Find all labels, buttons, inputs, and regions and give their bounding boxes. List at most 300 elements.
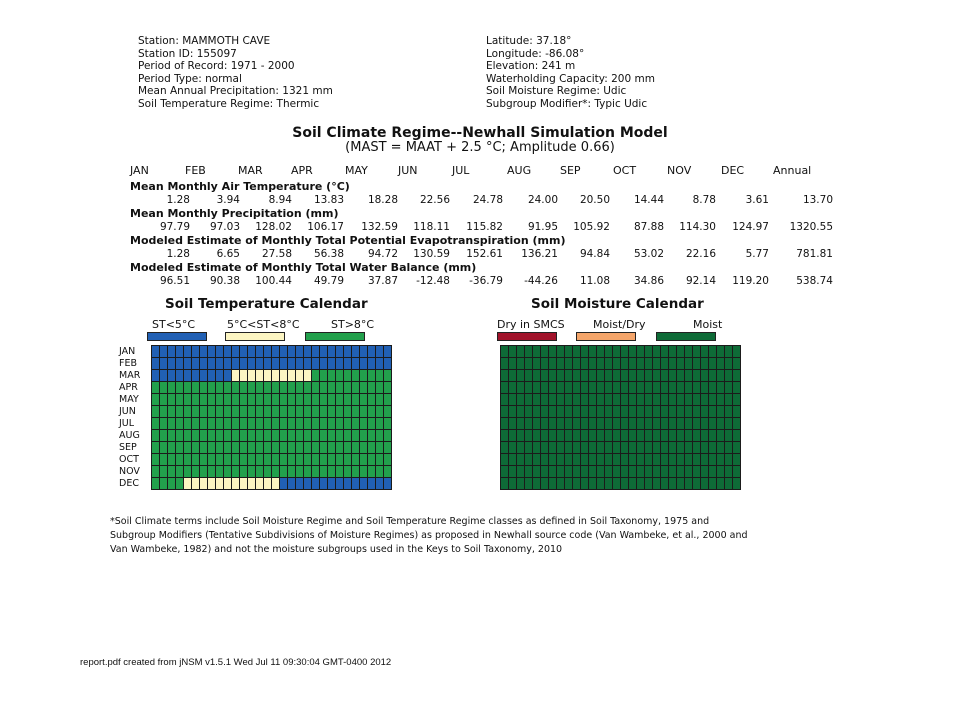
calendar-cell — [525, 406, 532, 417]
value-cell: 92.14 — [685, 275, 716, 287]
calendar-cell — [621, 382, 628, 393]
calendar-cell — [232, 442, 239, 453]
calendar-cell — [168, 430, 175, 441]
calendar-cell — [240, 442, 247, 453]
calendar-cell — [272, 406, 279, 417]
calendar-cell — [296, 418, 303, 429]
calendar-month-label: JUL — [119, 418, 135, 429]
calendar-cell — [328, 478, 335, 489]
calendar-cell — [168, 466, 175, 477]
calendar-cell — [248, 442, 255, 453]
calendar-month-label: JAN — [119, 346, 136, 357]
calendar-cell — [312, 382, 319, 393]
calendar-cell — [621, 394, 628, 405]
calendar-cell — [565, 346, 572, 357]
calendar-cell — [501, 346, 508, 357]
calendar-cell — [605, 346, 612, 357]
calendar-cell — [384, 418, 391, 429]
calendar-cell — [685, 382, 692, 393]
calendar-cell — [733, 478, 740, 489]
calendar-cell — [573, 442, 580, 453]
calendar-cell — [368, 346, 375, 357]
calendar-cell — [344, 478, 351, 489]
calendar-cell — [280, 382, 287, 393]
calendar-cell — [304, 394, 311, 405]
value-cell: 1320.55 — [789, 221, 833, 233]
calendar-cell — [565, 466, 572, 477]
calendar-cell — [549, 466, 556, 477]
calendar-cell — [312, 358, 319, 369]
calendar-cell — [208, 394, 215, 405]
calendar-cell — [336, 466, 343, 477]
calendar-cell — [216, 406, 223, 417]
calendar-cell — [597, 418, 604, 429]
section-values-row — [0, 275, 960, 289]
calendar-cell — [152, 478, 159, 489]
calendar-cell — [613, 382, 620, 393]
calendar-cell — [256, 370, 263, 381]
calendar-cell — [717, 454, 724, 465]
calendar-cell — [501, 466, 508, 477]
calendar-cell — [312, 406, 319, 417]
calendar-cell — [272, 466, 279, 477]
calendar-cell — [669, 406, 676, 417]
calendar-cell — [368, 418, 375, 429]
month-header — [0, 164, 960, 178]
calendar-cell — [541, 478, 548, 489]
calendar-cell — [669, 370, 676, 381]
calendar-cell — [240, 418, 247, 429]
period-type: Period Type: normal — [138, 72, 242, 85]
month-header-aug: AUG — [507, 164, 532, 177]
calendar-cell — [557, 442, 564, 453]
calendar-cell — [288, 346, 295, 357]
calendar-cell — [549, 478, 556, 489]
calendar-cell — [637, 466, 644, 477]
calendar-cell — [272, 442, 279, 453]
calendar-cell — [693, 454, 700, 465]
calendar-month-label: APR — [119, 382, 138, 393]
calendar-cell — [661, 346, 668, 357]
calendar-cell — [240, 358, 247, 369]
calendar-cell — [216, 358, 223, 369]
calendar-cell — [216, 454, 223, 465]
calendar-cell — [557, 478, 564, 489]
waterholding-capacity: Waterholding Capacity: 200 mm — [486, 72, 655, 85]
calendar-cell — [573, 370, 580, 381]
calendar-cell — [573, 418, 580, 429]
calendar-cell — [701, 466, 708, 477]
calendar-cell — [525, 442, 532, 453]
calendar-cell — [184, 430, 191, 441]
calendar-cell — [557, 346, 564, 357]
calendar-cell — [240, 430, 247, 441]
calendar-cell — [581, 370, 588, 381]
calendar-cell — [645, 346, 652, 357]
calendar-cell — [645, 358, 652, 369]
calendar-cell — [733, 406, 740, 417]
value-cell: 152.61 — [466, 248, 503, 260]
calendar-cell — [693, 358, 700, 369]
legend-swatch — [497, 332, 557, 341]
calendar-cell — [376, 382, 383, 393]
calendar-cell — [320, 430, 327, 441]
calendar-cell — [509, 430, 516, 441]
calendar-cell — [645, 382, 652, 393]
calendar-cell — [320, 478, 327, 489]
calendar-cell — [501, 406, 508, 417]
calendar-cell — [605, 430, 612, 441]
calendar-cell — [216, 442, 223, 453]
calendar-cell — [336, 406, 343, 417]
calendar-cell — [248, 466, 255, 477]
calendar-cell — [677, 406, 684, 417]
calendar-cell — [677, 346, 684, 357]
calendar-cell — [693, 418, 700, 429]
calendar-cell — [376, 430, 383, 441]
calendar-cell — [304, 430, 311, 441]
calendar-cell — [717, 466, 724, 477]
calendar-month-label: MAR — [119, 370, 141, 381]
calendar-cell — [264, 382, 271, 393]
calendar-cell — [344, 418, 351, 429]
calendar-cell — [501, 442, 508, 453]
calendar-cell — [709, 442, 716, 453]
calendar-cell — [589, 466, 596, 477]
calendar-cell — [256, 346, 263, 357]
calendar-cell — [725, 370, 732, 381]
report-title: Soil Climate Regime--Newhall Simulation Model — [292, 125, 668, 141]
calendar-cell — [701, 478, 708, 489]
calendar-cell — [344, 466, 351, 477]
calendar-cell — [717, 430, 724, 441]
calendar-cell — [200, 346, 207, 357]
calendar-cell — [557, 418, 564, 429]
value-cell: 3.61 — [745, 194, 769, 206]
calendar-cell — [517, 382, 524, 393]
station-info-left — [138, 35, 333, 111]
calendar-cell — [176, 382, 183, 393]
calendar-cell — [352, 430, 359, 441]
calendar-cell — [296, 406, 303, 417]
calendar-cell — [216, 418, 223, 429]
section-heading: Mean Monthly Air Temperature (°C) — [130, 180, 350, 193]
calendar-cell — [589, 442, 596, 453]
calendar-cell — [200, 478, 207, 489]
calendar-cell — [304, 346, 311, 357]
calendar-cell — [621, 466, 628, 477]
calendar-cell — [717, 442, 724, 453]
calendar-cell — [240, 394, 247, 405]
calendar-cell — [288, 358, 295, 369]
month-header-sep: SEP — [560, 164, 581, 177]
calendar-cell — [232, 370, 239, 381]
calendar-cell — [304, 358, 311, 369]
calendar-cell — [501, 478, 508, 489]
calendar-cell — [192, 478, 199, 489]
calendar-cell — [701, 430, 708, 441]
calendar-cell — [501, 370, 508, 381]
calendar-cell — [264, 406, 271, 417]
calendar-cell — [328, 358, 335, 369]
calendar-cell — [693, 466, 700, 477]
calendar-cell — [637, 394, 644, 405]
legend-swatch — [656, 332, 716, 341]
calendar-cell — [533, 370, 540, 381]
calendar-cell — [573, 466, 580, 477]
station-name: Station: MAMMOTH CAVE — [138, 35, 271, 47]
calendar-cell — [653, 430, 660, 441]
calendar-cell — [661, 478, 668, 489]
calendar-cell — [152, 346, 159, 357]
calendar-cell — [685, 394, 692, 405]
calendar-cell — [597, 478, 604, 489]
calendar-month-label: DEC — [119, 478, 139, 489]
calendar-cell — [360, 442, 367, 453]
calendar-cell — [677, 358, 684, 369]
calendar-cell — [328, 454, 335, 465]
calendar-cell — [176, 346, 183, 357]
calendar-cell — [320, 454, 327, 465]
value-cell: 1.28 — [166, 248, 190, 260]
calendar-cell — [208, 418, 215, 429]
calendar-cell — [581, 478, 588, 489]
calendar-cell — [384, 454, 391, 465]
calendar-cell — [216, 478, 223, 489]
calendar-cell — [256, 466, 263, 477]
calendar-cell — [541, 382, 548, 393]
calendar-cell — [176, 478, 183, 489]
calendar-cell — [637, 478, 644, 489]
calendar-cell — [605, 382, 612, 393]
calendar-cell — [581, 382, 588, 393]
calendar-cell — [320, 418, 327, 429]
calendar-cell — [509, 370, 516, 381]
calendar-cell — [160, 478, 167, 489]
value-cell: 3.94 — [216, 194, 240, 206]
calendar-cell — [224, 454, 231, 465]
calendar-cell — [605, 406, 612, 417]
calendar-cell — [296, 454, 303, 465]
calendar-cell — [288, 430, 295, 441]
calendar-cell — [208, 382, 215, 393]
calendar-cell — [525, 454, 532, 465]
calendar-cell — [645, 442, 652, 453]
calendar-cell — [533, 382, 540, 393]
calendar-cell — [501, 358, 508, 369]
calendar-cell — [360, 478, 367, 489]
month-header-jul: JUL — [452, 164, 470, 177]
calendar-cell — [160, 466, 167, 477]
calendar-cell — [216, 382, 223, 393]
calendar-cell — [613, 406, 620, 417]
calendar-cell — [501, 418, 508, 429]
value-cell: 132.59 — [361, 221, 398, 233]
calendar-cell — [320, 442, 327, 453]
value-cell: 119.20 — [732, 275, 769, 287]
calendar-cell — [152, 454, 159, 465]
calendar-cell — [717, 478, 724, 489]
calendar-cell — [709, 346, 716, 357]
calendar-cell — [565, 478, 572, 489]
calendar-cell — [597, 442, 604, 453]
calendar-cell — [669, 478, 676, 489]
calendar-cell — [661, 466, 668, 477]
calendar-cell — [176, 370, 183, 381]
calendar-cell — [565, 454, 572, 465]
calendar-cell — [661, 430, 668, 441]
calendar-cell — [693, 442, 700, 453]
calendar-cell — [709, 478, 716, 489]
calendar-cell — [725, 442, 732, 453]
calendar-cell — [701, 382, 708, 393]
calendar-cell — [629, 382, 636, 393]
calendar-cell — [685, 442, 692, 453]
calendar-cell — [621, 346, 628, 357]
calendar-cell — [557, 454, 564, 465]
calendar-cell — [725, 418, 732, 429]
calendar-cell — [312, 478, 319, 489]
calendar-cell — [152, 394, 159, 405]
calendar-cell — [597, 370, 604, 381]
calendar-cell — [152, 430, 159, 441]
calendar-cell — [549, 442, 556, 453]
temp-calendar-title: Soil Temperature Calendar — [165, 296, 368, 312]
calendar-cell — [573, 430, 580, 441]
calendar-cell — [597, 466, 604, 477]
calendar-cell — [200, 454, 207, 465]
calendar-cell — [360, 358, 367, 369]
value-cell: 24.78 — [472, 194, 503, 206]
moisture-calendar-grid — [500, 345, 741, 490]
calendar-cell — [501, 430, 508, 441]
calendar-cell — [613, 370, 620, 381]
calendar-cell — [517, 478, 524, 489]
calendar-cell — [613, 454, 620, 465]
calendar-cell — [725, 430, 732, 441]
calendar-cell — [256, 454, 263, 465]
calendar-cell — [368, 370, 375, 381]
calendar-cell — [312, 442, 319, 453]
calendar-cell — [176, 394, 183, 405]
calendar-cell — [160, 418, 167, 429]
calendar-cell — [685, 418, 692, 429]
calendar-cell — [589, 346, 596, 357]
calendar-cell — [677, 478, 684, 489]
calendar-cell — [216, 466, 223, 477]
calendar-cell — [376, 370, 383, 381]
calendar-cell — [288, 394, 295, 405]
legend-swatch — [576, 332, 636, 341]
calendar-cell — [525, 478, 532, 489]
calendar-cell — [200, 418, 207, 429]
calendar-cell — [557, 370, 564, 381]
calendar-cell — [589, 454, 596, 465]
calendar-cell — [272, 346, 279, 357]
calendar-cell — [565, 382, 572, 393]
calendar-cell — [384, 466, 391, 477]
calendar-cell — [176, 430, 183, 441]
calendar-cell — [645, 418, 652, 429]
calendar-cell — [384, 382, 391, 393]
calendar-cell — [288, 478, 295, 489]
calendar-cell — [709, 370, 716, 381]
calendar-cell — [328, 466, 335, 477]
calendar-cell — [597, 346, 604, 357]
calendar-cell — [605, 370, 612, 381]
calendar-cell — [256, 382, 263, 393]
calendar-cell — [597, 454, 604, 465]
calendar-cell — [192, 466, 199, 477]
calendar-cell — [565, 430, 572, 441]
calendar-cell — [248, 358, 255, 369]
calendar-cell — [328, 370, 335, 381]
calendar-cell — [264, 454, 271, 465]
calendar-cell — [344, 394, 351, 405]
calendar-cell — [176, 406, 183, 417]
value-cell: 13.83 — [313, 194, 344, 206]
calendar-cell — [168, 478, 175, 489]
legend-label: ST>8°C — [331, 318, 375, 331]
calendar-cell — [693, 370, 700, 381]
calendar-cell — [605, 442, 612, 453]
calendar-cell — [248, 382, 255, 393]
calendar-cell — [717, 370, 724, 381]
calendar-cell — [272, 418, 279, 429]
calendar-cell — [581, 442, 588, 453]
calendar-cell — [685, 466, 692, 477]
calendar-cell — [549, 382, 556, 393]
calendar-cell — [240, 454, 247, 465]
value-cell: 20.50 — [579, 194, 610, 206]
value-cell: 97.79 — [159, 221, 190, 233]
calendar-cell — [533, 346, 540, 357]
calendar-cell — [693, 430, 700, 441]
calendar-cell — [733, 466, 740, 477]
calendar-cell — [232, 346, 239, 357]
section-heading: Modeled Estimate of Monthly Total Potential Evapotranspiration (mm) — [130, 234, 566, 247]
calendar-cell — [573, 478, 580, 489]
calendar-cell — [248, 430, 255, 441]
calendar-cell — [629, 418, 636, 429]
calendar-cell — [517, 418, 524, 429]
calendar-cell — [621, 430, 628, 441]
calendar-cell — [669, 358, 676, 369]
calendar-cell — [677, 370, 684, 381]
calendar-cell — [709, 430, 716, 441]
value-cell: 22.56 — [419, 194, 450, 206]
calendar-cell — [168, 454, 175, 465]
calendar-cell — [240, 382, 247, 393]
calendar-cell — [352, 370, 359, 381]
calendar-cell — [336, 382, 343, 393]
calendar-cell — [152, 442, 159, 453]
calendar-cell — [216, 394, 223, 405]
calendar-cell — [160, 346, 167, 357]
calendar-cell — [360, 418, 367, 429]
calendar-cell — [160, 430, 167, 441]
calendar-cell — [653, 370, 660, 381]
calendar-cell — [160, 442, 167, 453]
calendar-cell — [192, 394, 199, 405]
calendar-cell — [733, 442, 740, 453]
calendar-cell — [264, 430, 271, 441]
calendar-cell — [685, 346, 692, 357]
calendar-cell — [541, 406, 548, 417]
calendar-cell — [312, 346, 319, 357]
calendar-cell — [685, 406, 692, 417]
calendar-cell — [549, 430, 556, 441]
